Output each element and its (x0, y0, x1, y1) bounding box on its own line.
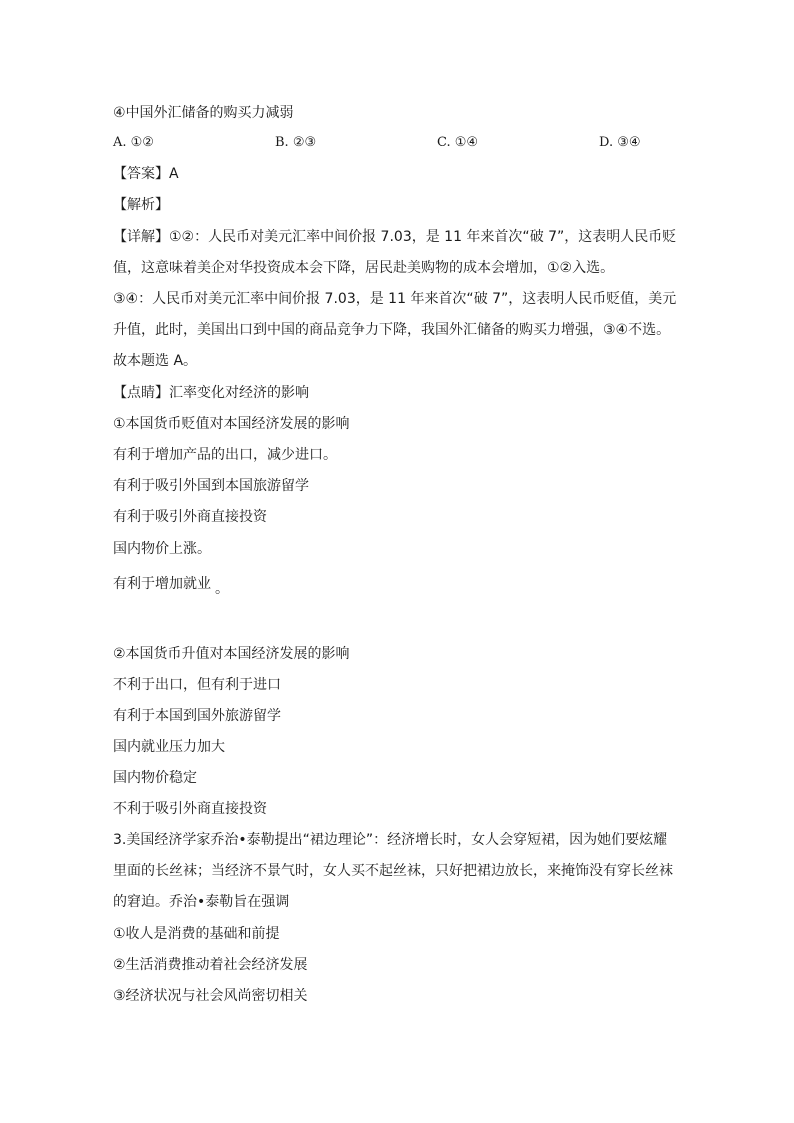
question-item-4: ④中国外汇储备的购买力减弱 (113, 105, 294, 121)
detail-line: 升值，此时，美国出口到中国的商品竞争力下降，我国外汇储备的购买力增强，③④不选。 (113, 322, 671, 338)
question-3-stem: 3.美国经济学家乔治•泰勒提出“裙边理论”：经济增长时，女人会穿短裙，因为她们要炫耀 (113, 832, 668, 848)
devaluation-last-line (113, 574, 229, 597)
appreciation-item: 国内物价稳定 (113, 770, 197, 786)
appreciation-item: 有利于本国到国外旅游留学 (113, 708, 281, 724)
devaluation-item: 有利于增加就业 (113, 576, 211, 592)
option-b: B. ②③ (275, 135, 317, 150)
analysis-title: 【解析】 (113, 197, 169, 213)
question-3-choice: ②生活消费推动着社会经济发展 (113, 957, 308, 973)
option-d: D. ③④ (599, 135, 641, 150)
appreciation-item: 国内就业压力加大 (113, 739, 225, 755)
question-3-stem: 里面的长丝袜；当经济不景气时，女人买不起丝袜，只好把裙边放长，来掩饰没有穿长丝袜 (113, 863, 673, 879)
devaluation-item: 有利于吸引外商直接投资 (113, 509, 267, 525)
appreciation-heading: ②本国货币升值对本国经济发展的影响 (113, 646, 350, 662)
question-3-choice: ①收人是消费的基础和前提 (113, 926, 280, 942)
detail-line: 故本题选 A。 (113, 353, 198, 369)
detail-line: 值，这意味着美企对华投资成本会下降，居民赴美购物的成本会增加，①②入选。 (113, 260, 615, 276)
devaluation-item: 国内物价上涨。 (113, 541, 211, 557)
devaluation-item: 有利于增加产品的出口，减少进口。 (113, 447, 337, 463)
detail-line: 【详解】①②：人民币对美元汇率中间价报 7.03，是 11 年来首次“破 7”，这表明人民币贬 (113, 229, 677, 245)
devaluation-item: 有利于吸引外国到本国旅游留学 (113, 478, 309, 494)
answer-line: 【答案】A (113, 166, 179, 182)
appreciation-item: 不利于吸引外商直接投资 (113, 801, 267, 817)
option-a: A. ①② (113, 135, 154, 150)
option-c: C. ①④ (437, 135, 479, 150)
question-3-choice: ③经济状况与社会风尚密切相关 (113, 988, 308, 1004)
appreciation-item: 不利于出口，但有利于进口 (113, 677, 281, 693)
trailing-period: 。 (215, 581, 229, 597)
devaluation-heading: ①本国货币贬值对本国经济发展的影响 (113, 416, 350, 432)
tip-title: 【点睛】汇率变化对经济的影响 (113, 385, 309, 401)
question-3-stem: 的窘迫。乔治•泰勒旨在强调 (113, 894, 290, 910)
detail-line: ③④：人民币对美元汇率中间价报 7.03，是 11 年来首次“破 7”，这表明人民币贬值，美元 (113, 291, 677, 307)
